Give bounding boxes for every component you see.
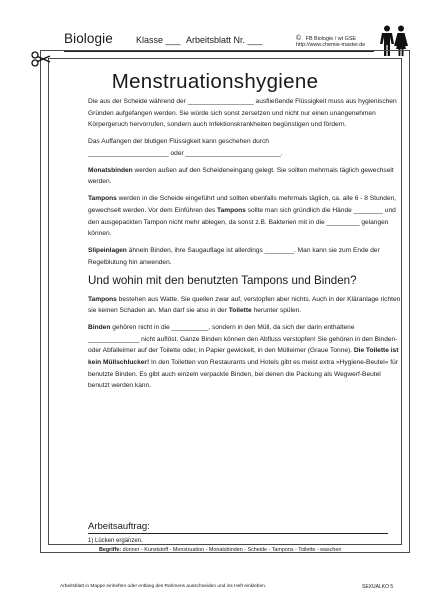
task-item-1: 1) Lücken ergänzen. (88, 538, 143, 544)
paragraph-binden-disposal (88, 322, 402, 392)
text-tampons-b: sollte man sich gründlich die Hände ________ und den ausgepackten Tampon nicht mehr ablegen, da sonst z.B. Bakterien mit in die _________ gelangen können. (88, 206, 396, 238)
paragraph-collection: Das Auffangen der blutigen Flüssigkeit kann geschehen durch (88, 138, 269, 146)
paragraph-slipeinlagen (88, 245, 402, 268)
term-tampons-disposal: Tampons (88, 295, 117, 303)
text-slipeinlagen: ähneln Binden, ihre Saugauflage ist allerdings ________. Man kann sie zum Ende der Regelblutung hin anwenden. (88, 247, 380, 266)
text-tampons-disposal-b: herunter spülen. (251, 307, 302, 315)
copyright-line-1: FB Biologie / wt GSE (305, 36, 357, 42)
class-field: Klasse ___ (136, 35, 181, 45)
task-rule (88, 533, 388, 534)
footer-code: SEXUALKO 5 (362, 584, 394, 590)
word-bank (88, 546, 402, 555)
term-tampons: Tampons (88, 195, 117, 203)
term-slipeinlagen: Slipeinlagen (88, 247, 127, 255)
word-bank-label: Begriffe: (99, 547, 122, 553)
worksheet-number-field: Arbeitsblatt Nr. ___ (186, 35, 263, 45)
scissors-icon (31, 51, 51, 67)
text-tampons-a: werden in die Scheide eingeführt und sollten ebenfalls mehrmals täglich, ca. alle 6 - 8 Stunden, gewechselt werden. Vor dem Einführen des (88, 195, 397, 214)
page-title: Menstruationshygiene (111, 70, 319, 93)
word-bank-terms: dünner - Kunststoff - Menstruation - Monatsbinden - Scheide - Tampons - Toilette - waschen (121, 547, 342, 553)
term-monatsbinden: Monatsbinden (88, 166, 133, 174)
paragraph-monatsbinden (88, 165, 402, 188)
text-binden-b: In den Toiletten von Restaurants und Hotels gibt es meist extra »Hygiene-Beutel« für benutzte Binden. Es gibt auch einzeln verpackte Binden, bei denen die Packung als Wegwerf-Beutel benutzt werden kann. (88, 359, 398, 390)
section-subheading: Und wohin mit den benutzten Tampons und Binden? (88, 273, 357, 287)
warning-toilet: Die Toilette ist kein Müllschlucker! (88, 347, 399, 367)
paragraph-collection-blanks: ______________________ oder __________________________. (88, 149, 283, 157)
worksheet-body (88, 96, 402, 397)
task-title: Arbeitsauftrag: (88, 521, 150, 532)
paragraph-tampons-disposal (88, 294, 402, 317)
copyright-notice (296, 36, 365, 49)
text-monatsbinden: werden außen auf den Scheideneingang gelegt. Sie sollten mehrmals täglich gewechselt werden. (88, 166, 394, 186)
term-binden: Binden (88, 324, 111, 332)
task-section (88, 521, 402, 555)
paragraph-tampons (88, 193, 402, 239)
term-tampons-2: Tampons (217, 206, 246, 214)
term-toilette: Toilette (228, 307, 252, 315)
text-tampons-disposal-a: bestehen aus Watte. Sie quellen zwar auf, verstopfen aber nichts. Auch in der Kläranlage richten sie keinen Schaden an. Man darf sie also in der (88, 295, 401, 315)
copyright-line-2: http://www.chemie-master.de (296, 42, 366, 49)
subject-label: Biologie (64, 31, 113, 46)
text-binden-a: gehören nicht in die __________, sondern in den Müll, da sich der darin enthaltene ______________ nicht auflöst. Ganze Binden können den Abfluss verstopfen! Sie gehören in den Binden- oder Abfalleimer auf der Toilette oder, in Papier gewickelt, in den Mülleimer (Graue Tonne). (88, 324, 398, 355)
paragraph-intro: Die aus der Scheide während der __________________ ausfließende Flüssigkeit muss aus hygienischen Gründen aufgefangen werden. Sie würde sich sonst zersetzen und nicht nur einen unangenehmen Körpergeruch hervorrufen, sondern auch Infektionskrankheiten begünstigen und fördern. (88, 98, 397, 129)
footer-instruction: Arbeitsblatt in Mappe einheften oder entlang des Rahmens ausschneiden und ins Heft einkleben. (60, 584, 267, 589)
copyright-symbol: © (296, 35, 302, 42)
